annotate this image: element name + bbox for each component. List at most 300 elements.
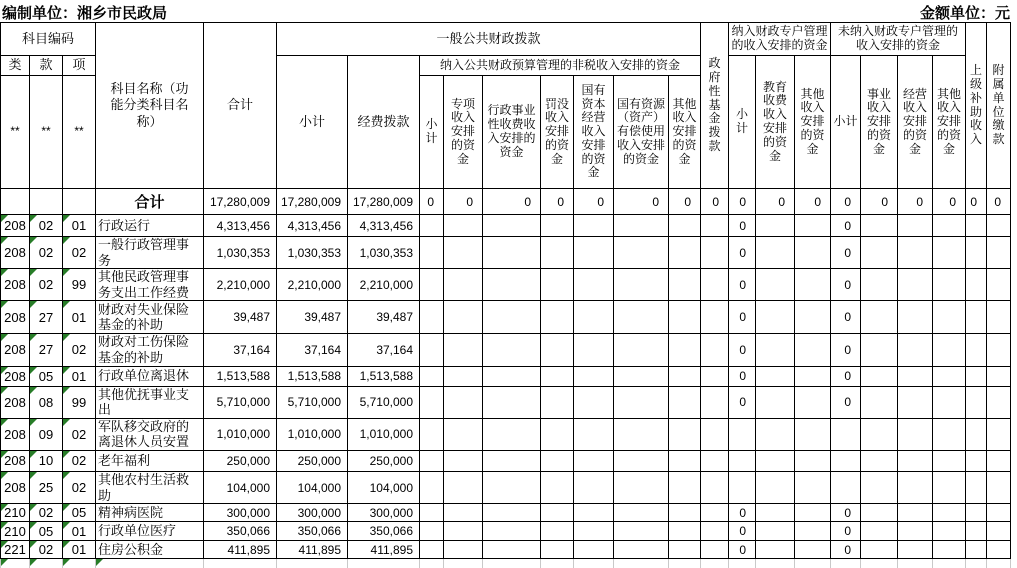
total-amount-cell[interactable]: 4,313,456 bbox=[204, 215, 277, 237]
education-fee-income-cell[interactable]: 0 bbox=[756, 189, 795, 215]
funding-amount-cell[interactable]: 2,210,000 bbox=[348, 269, 420, 301]
fine-income-cell[interactable] bbox=[541, 386, 574, 418]
fiscal-account-subtotal-cell[interactable]: 0 bbox=[729, 237, 756, 269]
total-amount-cell[interactable]: 250,000 bbox=[204, 450, 277, 471]
state-resource-income-cell[interactable] bbox=[614, 522, 669, 541]
code-class-cell[interactable] bbox=[1, 189, 30, 215]
non-account-other-cell[interactable] bbox=[933, 366, 966, 386]
funding-amount-cell[interactable]: 1,513,588 bbox=[348, 366, 420, 386]
subtotal-amount-cell[interactable]: 104,000 bbox=[277, 471, 348, 503]
non-account-other-cell[interactable] bbox=[933, 386, 966, 418]
non-account-subtotal-cell[interactable]: 0 bbox=[831, 334, 861, 366]
subtotal-amount-cell[interactable]: 1,513,588 bbox=[277, 366, 348, 386]
code-section-cell[interactable] bbox=[30, 471, 63, 503]
special-income-cell[interactable]: 0 bbox=[444, 189, 483, 215]
code-item-cell[interactable] bbox=[63, 334, 96, 366]
subtotal-amount-cell[interactable]: 17,280,009 bbox=[277, 189, 348, 215]
state-resource-income-cell[interactable] bbox=[614, 215, 669, 237]
total-amount-cell[interactable]: 300,000 bbox=[204, 504, 277, 522]
header-state-resource-income[interactable]: 国有资源（资产）有偿使用收入安排的资金 bbox=[614, 76, 669, 189]
fiscal-account-subtotal-cell[interactable]: 0 bbox=[729, 522, 756, 541]
operating-income-cell[interactable] bbox=[898, 541, 933, 559]
header-fine-income[interactable]: 罚没收入安排的资金 bbox=[541, 76, 574, 189]
nontax-subtotal-cell[interactable] bbox=[420, 471, 444, 503]
business-income-cell[interactable] bbox=[861, 366, 898, 386]
total-amount-cell[interactable]: 104,000 bbox=[204, 471, 277, 503]
code-class-cell[interactable] bbox=[1, 269, 30, 301]
funding-amount-cell[interactable]: 411,895 bbox=[348, 541, 420, 559]
subject-name-cell[interactable]: 老年福利 bbox=[96, 450, 204, 471]
affiliated-payment-cell[interactable] bbox=[987, 541, 1011, 559]
operating-income-cell[interactable] bbox=[898, 237, 933, 269]
affiliated-payment-cell[interactable] bbox=[987, 237, 1011, 269]
subject-name-cell[interactable]: 其他民政管理事务支出工作经费 bbox=[96, 269, 204, 301]
code-class-cell[interactable] bbox=[1, 366, 30, 386]
header-subtotal[interactable]: 小计 bbox=[277, 56, 348, 189]
education-fee-income-cell[interactable] bbox=[756, 386, 795, 418]
superior-subsidy-cell[interactable] bbox=[966, 504, 987, 522]
fiscal-account-other-cell[interactable] bbox=[795, 418, 831, 450]
header-general-public-finance[interactable]: 一般公共财政拨款 bbox=[277, 23, 701, 56]
superior-subsidy-cell[interactable] bbox=[966, 450, 987, 471]
fine-income-cell[interactable] bbox=[541, 215, 574, 237]
non-account-other-cell[interactable] bbox=[933, 334, 966, 366]
code-item-cell[interactable] bbox=[63, 215, 96, 237]
subject-name-cell[interactable]: 住房公积金 bbox=[96, 541, 204, 559]
education-fee-income-cell[interactable] bbox=[756, 418, 795, 450]
superior-subsidy-cell[interactable] bbox=[966, 215, 987, 237]
gov-fund-cell[interactable] bbox=[701, 215, 729, 237]
header-gov-fund[interactable]: 政府性基金拨款 bbox=[701, 23, 729, 189]
code-item-cell[interactable] bbox=[63, 237, 96, 269]
header-admin-fee-income[interactable]: 行政事业性收费收入安排的资金 bbox=[483, 76, 541, 189]
non-account-subtotal-cell[interactable] bbox=[831, 471, 861, 503]
admin-fee-income-cell[interactable] bbox=[483, 504, 541, 522]
superior-subsidy-cell[interactable] bbox=[966, 418, 987, 450]
fiscal-account-subtotal-cell[interactable] bbox=[729, 471, 756, 503]
superior-subsidy-cell[interactable] bbox=[966, 386, 987, 418]
fiscal-account-other-cell[interactable] bbox=[795, 541, 831, 559]
special-income-cell[interactable] bbox=[444, 471, 483, 503]
nontax-subtotal-cell[interactable] bbox=[420, 504, 444, 522]
operating-income-cell[interactable] bbox=[898, 215, 933, 237]
superior-subsidy-cell[interactable]: 0 bbox=[966, 189, 987, 215]
other-nontax-income-cell[interactable] bbox=[669, 504, 701, 522]
code-class-cell[interactable] bbox=[1, 334, 30, 366]
state-resource-income-cell[interactable] bbox=[614, 418, 669, 450]
education-fee-income-cell[interactable] bbox=[756, 269, 795, 301]
special-income-cell[interactable] bbox=[444, 269, 483, 301]
fine-income-cell[interactable] bbox=[541, 471, 574, 503]
code-section-cell[interactable] bbox=[30, 559, 63, 568]
other-nontax-income-cell[interactable] bbox=[669, 215, 701, 237]
nontax-subtotal-cell[interactable] bbox=[420, 450, 444, 471]
other-nontax-income-cell[interactable]: 0 bbox=[669, 189, 701, 215]
fine-income-cell[interactable] bbox=[541, 334, 574, 366]
header-funding[interactable]: 经费拨款 bbox=[348, 56, 420, 189]
code-class-cell[interactable] bbox=[1, 522, 30, 541]
business-income-cell[interactable] bbox=[861, 418, 898, 450]
nontax-subtotal-cell[interactable] bbox=[420, 522, 444, 541]
other-nontax-income-cell[interactable] bbox=[669, 418, 701, 450]
code-class-cell[interactable] bbox=[1, 237, 30, 269]
nontax-subtotal-cell[interactable] bbox=[420, 215, 444, 237]
gov-fund-cell[interactable] bbox=[701, 237, 729, 269]
fiscal-account-subtotal-cell[interactable]: 0 bbox=[729, 334, 756, 366]
non-account-other-cell[interactable] bbox=[933, 269, 966, 301]
superior-subsidy-cell[interactable] bbox=[966, 237, 987, 269]
code-class-cell[interactable] bbox=[1, 301, 30, 334]
funding-amount-cell[interactable]: 17,280,009 bbox=[348, 189, 420, 215]
operating-income-cell[interactable]: 0 bbox=[898, 189, 933, 215]
special-income-cell[interactable] bbox=[444, 522, 483, 541]
code-section-cell[interactable] bbox=[30, 522, 63, 541]
nontax-subtotal-cell[interactable] bbox=[420, 541, 444, 559]
state-resource-income-cell[interactable] bbox=[614, 366, 669, 386]
state-resource-income-cell[interactable] bbox=[614, 504, 669, 522]
admin-fee-income-cell[interactable]: 0 bbox=[483, 189, 541, 215]
fiscal-account-subtotal-cell[interactable]: 0 bbox=[729, 269, 756, 301]
state-resource-income-cell[interactable] bbox=[614, 301, 669, 334]
state-capital-income-cell[interactable] bbox=[574, 269, 614, 301]
state-capital-income-cell[interactable] bbox=[574, 418, 614, 450]
state-capital-income-cell[interactable] bbox=[574, 215, 614, 237]
affiliated-payment-cell[interactable]: 0 bbox=[987, 189, 1011, 215]
state-resource-income-cell[interactable] bbox=[614, 386, 669, 418]
total-amount-cell[interactable]: 39,487 bbox=[204, 301, 277, 334]
state-capital-income-cell[interactable] bbox=[574, 522, 614, 541]
affiliated-payment-cell[interactable] bbox=[987, 386, 1011, 418]
fiscal-account-other-cell[interactable] bbox=[795, 471, 831, 503]
non-account-other-cell[interactable] bbox=[933, 237, 966, 269]
fiscal-account-subtotal-cell[interactable]: 0 bbox=[729, 504, 756, 522]
code-class-cell[interactable] bbox=[1, 559, 30, 568]
header-non-account-group[interactable]: 未纳入财政专户管理的收入安排的资金 bbox=[831, 23, 966, 56]
affiliated-payment-cell[interactable] bbox=[987, 522, 1011, 541]
subtotal-amount-cell[interactable]: 300,000 bbox=[277, 504, 348, 522]
non-account-subtotal-cell[interactable]: 0 bbox=[831, 269, 861, 301]
fine-income-cell[interactable] bbox=[541, 450, 574, 471]
other-nontax-income-cell[interactable] bbox=[669, 301, 701, 334]
header-other-nontax-income[interactable]: 其他收入安排的资金 bbox=[669, 76, 701, 189]
subject-name-cell[interactable]: 其他优抚事业支出 bbox=[96, 386, 204, 418]
header-education-fee-income[interactable]: 教育收费收入安排的资金 bbox=[756, 56, 795, 189]
fiscal-account-other-cell[interactable] bbox=[795, 504, 831, 522]
subtotal-amount-cell[interactable]: 1,030,353 bbox=[277, 237, 348, 269]
other-nontax-income-cell[interactable] bbox=[669, 237, 701, 269]
subtotal-amount-cell[interactable]: 39,487 bbox=[277, 301, 348, 334]
state-capital-income-cell[interactable] bbox=[574, 471, 614, 503]
business-income-cell[interactable] bbox=[861, 522, 898, 541]
non-account-subtotal-cell[interactable]: 0 bbox=[831, 301, 861, 334]
superior-subsidy-cell[interactable] bbox=[966, 366, 987, 386]
business-income-cell[interactable] bbox=[861, 541, 898, 559]
affiliated-payment-cell[interactable] bbox=[987, 366, 1011, 386]
funding-amount-cell[interactable]: 39,487 bbox=[348, 301, 420, 334]
subtotal-amount-cell[interactable]: 2,210,000 bbox=[277, 269, 348, 301]
fiscal-account-other-cell[interactable] bbox=[795, 237, 831, 269]
code-item-cell[interactable] bbox=[63, 450, 96, 471]
header-non-account-subtotal[interactable]: 小计 bbox=[831, 56, 861, 189]
gov-fund-cell[interactable]: 0 bbox=[701, 189, 729, 215]
header-business-income[interactable]: 事业收入安排的资金 bbox=[861, 56, 898, 189]
fiscal-account-other-cell[interactable] bbox=[795, 334, 831, 366]
admin-fee-income-cell[interactable] bbox=[483, 215, 541, 237]
admin-fee-income-cell[interactable] bbox=[483, 366, 541, 386]
nontax-subtotal-cell[interactable] bbox=[420, 237, 444, 269]
code-item-cell[interactable] bbox=[63, 418, 96, 450]
code-section-cell[interactable] bbox=[30, 386, 63, 418]
education-fee-income-cell[interactable] bbox=[756, 237, 795, 269]
funding-amount-cell[interactable]: 300,000 bbox=[348, 504, 420, 522]
header-section-mask[interactable]: ** bbox=[30, 76, 63, 189]
subject-name-cell[interactable]: 其他农村生活救助 bbox=[96, 471, 204, 503]
funding-amount-cell[interactable]: 104,000 bbox=[348, 471, 420, 503]
header-nontax-group[interactable]: 纳入公共财政预算管理的非税收入安排的资金 bbox=[420, 56, 701, 76]
non-account-subtotal-cell[interactable]: 0 bbox=[831, 386, 861, 418]
subtotal-amount-cell[interactable]: 350,066 bbox=[277, 522, 348, 541]
fiscal-account-subtotal-cell[interactable]: 0 bbox=[729, 366, 756, 386]
fiscal-account-other-cell[interactable] bbox=[795, 215, 831, 237]
code-section-cell[interactable] bbox=[30, 418, 63, 450]
subject-name-cell[interactable]: 精神病医院 bbox=[96, 504, 204, 522]
subject-name-cell[interactable]: 财政对失业保险基金的补助 bbox=[96, 301, 204, 334]
nontax-subtotal-cell[interactable]: 0 bbox=[420, 189, 444, 215]
funding-amount-cell[interactable]: 5,710,000 bbox=[348, 386, 420, 418]
special-income-cell[interactable] bbox=[444, 334, 483, 366]
state-capital-income-cell[interactable] bbox=[574, 541, 614, 559]
education-fee-income-cell[interactable] bbox=[756, 504, 795, 522]
admin-fee-income-cell[interactable] bbox=[483, 450, 541, 471]
state-resource-income-cell[interactable] bbox=[614, 541, 669, 559]
operating-income-cell[interactable] bbox=[898, 269, 933, 301]
header-class[interactable]: 类 bbox=[1, 56, 30, 76]
admin-fee-income-cell[interactable] bbox=[483, 471, 541, 503]
business-income-cell[interactable] bbox=[861, 237, 898, 269]
code-class-cell[interactable] bbox=[1, 386, 30, 418]
code-section-cell[interactable] bbox=[30, 269, 63, 301]
header-non-account-other[interactable]: 其他收入安排的资金 bbox=[933, 56, 966, 189]
non-account-other-cell[interactable] bbox=[933, 215, 966, 237]
subject-name-cell[interactable]: 一般行政管理事务 bbox=[96, 237, 204, 269]
total-amount-cell[interactable]: 1,010,000 bbox=[204, 418, 277, 450]
code-item-cell[interactable] bbox=[63, 504, 96, 522]
header-operating-income[interactable]: 经营收入安排的资金 bbox=[898, 56, 933, 189]
state-resource-income-cell[interactable] bbox=[614, 450, 669, 471]
education-fee-income-cell[interactable] bbox=[756, 522, 795, 541]
code-class-cell[interactable] bbox=[1, 450, 30, 471]
fiscal-account-subtotal-cell[interactable] bbox=[729, 450, 756, 471]
state-capital-income-cell[interactable] bbox=[574, 334, 614, 366]
fiscal-account-subtotal-cell[interactable] bbox=[729, 418, 756, 450]
other-nontax-income-cell[interactable] bbox=[669, 386, 701, 418]
total-amount-cell[interactable]: 1,513,588 bbox=[204, 366, 277, 386]
subject-name-cell[interactable]: 行政单位离退休 bbox=[96, 366, 204, 386]
business-income-cell[interactable] bbox=[861, 386, 898, 418]
funding-amount-cell[interactable]: 37,164 bbox=[348, 334, 420, 366]
fine-income-cell[interactable] bbox=[541, 269, 574, 301]
business-income-cell[interactable] bbox=[861, 471, 898, 503]
other-nontax-income-cell[interactable] bbox=[669, 522, 701, 541]
non-account-subtotal-cell[interactable]: 0 bbox=[831, 215, 861, 237]
operating-income-cell[interactable] bbox=[898, 386, 933, 418]
fine-income-cell[interactable] bbox=[541, 418, 574, 450]
business-income-cell[interactable]: 0 bbox=[861, 189, 898, 215]
funding-amount-cell[interactable]: 250,000 bbox=[348, 450, 420, 471]
header-section[interactable]: 款 bbox=[30, 56, 63, 76]
non-account-subtotal-cell[interactable]: 0 bbox=[831, 189, 861, 215]
subject-name-cell[interactable] bbox=[96, 559, 204, 568]
funding-amount-cell[interactable]: 1,030,353 bbox=[348, 237, 420, 269]
subject-name-cell[interactable]: 军队移交政府的离退休人员安置 bbox=[96, 418, 204, 450]
other-nontax-income-cell[interactable] bbox=[669, 269, 701, 301]
non-account-other-cell[interactable] bbox=[933, 301, 966, 334]
subtotal-amount-cell[interactable]: 4,313,456 bbox=[277, 215, 348, 237]
business-income-cell[interactable] bbox=[861, 334, 898, 366]
affiliated-payment-cell[interactable] bbox=[987, 504, 1011, 522]
header-fiscal-account-other[interactable]: 其他收入安排的资金 bbox=[795, 56, 831, 189]
code-item-cell[interactable] bbox=[63, 522, 96, 541]
superior-subsidy-cell[interactable] bbox=[966, 269, 987, 301]
state-capital-income-cell[interactable] bbox=[574, 366, 614, 386]
code-section-cell[interactable] bbox=[30, 450, 63, 471]
education-fee-income-cell[interactable] bbox=[756, 301, 795, 334]
code-item-cell[interactable] bbox=[63, 386, 96, 418]
fiscal-account-other-cell[interactable] bbox=[795, 522, 831, 541]
operating-income-cell[interactable] bbox=[898, 450, 933, 471]
code-section-cell[interactable] bbox=[30, 334, 63, 366]
total-amount-cell[interactable]: 411,895 bbox=[204, 541, 277, 559]
affiliated-payment-cell[interactable] bbox=[987, 269, 1011, 301]
non-account-subtotal-cell[interactable]: 0 bbox=[831, 522, 861, 541]
non-account-other-cell[interactable] bbox=[933, 418, 966, 450]
fine-income-cell[interactable] bbox=[541, 541, 574, 559]
gov-fund-cell[interactable] bbox=[701, 269, 729, 301]
state-capital-income-cell[interactable]: 0 bbox=[574, 189, 614, 215]
state-capital-income-cell[interactable] bbox=[574, 504, 614, 522]
non-account-subtotal-cell[interactable]: 0 bbox=[831, 541, 861, 559]
special-income-cell[interactable] bbox=[444, 418, 483, 450]
affiliated-payment-cell[interactable] bbox=[987, 215, 1011, 237]
header-special-income[interactable]: 专项收入安排的资金 bbox=[444, 76, 483, 189]
non-account-other-cell[interactable] bbox=[933, 541, 966, 559]
header-nontax-subtotal[interactable]: 小计 bbox=[420, 76, 444, 189]
admin-fee-income-cell[interactable] bbox=[483, 418, 541, 450]
nontax-subtotal-cell[interactable] bbox=[420, 418, 444, 450]
special-income-cell[interactable] bbox=[444, 237, 483, 269]
admin-fee-income-cell[interactable] bbox=[483, 386, 541, 418]
education-fee-income-cell[interactable] bbox=[756, 366, 795, 386]
code-section-cell[interactable] bbox=[30, 189, 63, 215]
non-account-subtotal-cell[interactable]: 0 bbox=[831, 237, 861, 269]
special-income-cell[interactable] bbox=[444, 450, 483, 471]
code-class-cell[interactable] bbox=[1, 541, 30, 559]
funding-amount-cell[interactable]: 350,066 bbox=[348, 522, 420, 541]
fiscal-account-subtotal-cell[interactable]: 0 bbox=[729, 541, 756, 559]
gov-fund-cell[interactable] bbox=[701, 386, 729, 418]
state-capital-income-cell[interactable] bbox=[574, 237, 614, 269]
subtotal-amount-cell[interactable]: 411,895 bbox=[277, 541, 348, 559]
code-item-cell[interactable] bbox=[63, 301, 96, 334]
state-resource-income-cell[interactable] bbox=[614, 334, 669, 366]
admin-fee-income-cell[interactable] bbox=[483, 237, 541, 269]
state-resource-income-cell[interactable] bbox=[614, 471, 669, 503]
non-account-other-cell[interactable]: 0 bbox=[933, 189, 966, 215]
non-account-other-cell[interactable] bbox=[933, 450, 966, 471]
affiliated-payment-cell[interactable] bbox=[987, 334, 1011, 366]
fiscal-account-other-cell[interactable] bbox=[795, 366, 831, 386]
admin-fee-income-cell[interactable] bbox=[483, 541, 541, 559]
admin-fee-income-cell[interactable] bbox=[483, 522, 541, 541]
fiscal-account-other-cell[interactable] bbox=[795, 269, 831, 301]
admin-fee-income-cell[interactable] bbox=[483, 334, 541, 366]
fiscal-account-other-cell[interactable] bbox=[795, 450, 831, 471]
code-item-cell[interactable] bbox=[63, 189, 96, 215]
fiscal-account-other-cell[interactable] bbox=[795, 301, 831, 334]
business-income-cell[interactable] bbox=[861, 269, 898, 301]
header-item[interactable]: 项 bbox=[63, 56, 96, 76]
fine-income-cell[interactable] bbox=[541, 522, 574, 541]
state-resource-income-cell[interactable] bbox=[614, 237, 669, 269]
header-state-capital-income[interactable]: 国有资本经营收入安排的资金 bbox=[574, 76, 614, 189]
code-section-cell[interactable] bbox=[30, 215, 63, 237]
fiscal-account-subtotal-cell[interactable]: 0 bbox=[729, 386, 756, 418]
code-section-cell[interactable] bbox=[30, 237, 63, 269]
total-amount-cell[interactable]: 1,030,353 bbox=[204, 237, 277, 269]
total-amount-cell[interactable]: 5,710,000 bbox=[204, 386, 277, 418]
funding-amount-cell[interactable]: 4,313,456 bbox=[348, 215, 420, 237]
gov-fund-cell[interactable] bbox=[701, 418, 729, 450]
total-amount-cell[interactable]: 37,164 bbox=[204, 334, 277, 366]
code-section-cell[interactable] bbox=[30, 541, 63, 559]
non-account-other-cell[interactable] bbox=[933, 471, 966, 503]
total-label-cell[interactable]: 合计 bbox=[96, 189, 204, 215]
affiliated-payment-cell[interactable] bbox=[987, 450, 1011, 471]
special-income-cell[interactable] bbox=[444, 541, 483, 559]
fiscal-account-subtotal-cell[interactable]: 0 bbox=[729, 215, 756, 237]
total-amount-cell[interactable]: 350,066 bbox=[204, 522, 277, 541]
gov-fund-cell[interactable] bbox=[701, 504, 729, 522]
funding-amount-cell[interactable]: 1,010,000 bbox=[348, 418, 420, 450]
non-account-subtotal-cell[interactable]: 0 bbox=[831, 504, 861, 522]
header-subject-name[interactable]: 科目名称（功能分类科目名称） bbox=[96, 23, 204, 189]
education-fee-income-cell[interactable] bbox=[756, 471, 795, 503]
special-income-cell[interactable] bbox=[444, 366, 483, 386]
code-section-cell[interactable] bbox=[30, 301, 63, 334]
subtotal-amount-cell[interactable]: 5,710,000 bbox=[277, 386, 348, 418]
code-class-cell[interactable] bbox=[1, 215, 30, 237]
code-class-cell[interactable] bbox=[1, 418, 30, 450]
code-item-cell[interactable] bbox=[63, 366, 96, 386]
admin-fee-income-cell[interactable] bbox=[483, 301, 541, 334]
education-fee-income-cell[interactable] bbox=[756, 334, 795, 366]
code-class-cell[interactable] bbox=[1, 471, 30, 503]
fiscal-account-other-cell[interactable]: 0 bbox=[795, 189, 831, 215]
subject-name-cell[interactable]: 行政运行 bbox=[96, 215, 204, 237]
state-capital-income-cell[interactable] bbox=[574, 386, 614, 418]
non-account-other-cell[interactable] bbox=[933, 522, 966, 541]
superior-subsidy-cell[interactable] bbox=[966, 301, 987, 334]
header-class-mask[interactable]: ** bbox=[1, 76, 30, 189]
special-income-cell[interactable] bbox=[444, 386, 483, 418]
code-item-cell[interactable] bbox=[63, 471, 96, 503]
fine-income-cell[interactable]: 0 bbox=[541, 189, 574, 215]
other-nontax-income-cell[interactable] bbox=[669, 471, 701, 503]
header-total[interactable]: 合计 bbox=[204, 23, 277, 189]
fine-income-cell[interactable] bbox=[541, 504, 574, 522]
fiscal-account-other-cell[interactable] bbox=[795, 386, 831, 418]
gov-fund-cell[interactable] bbox=[701, 450, 729, 471]
